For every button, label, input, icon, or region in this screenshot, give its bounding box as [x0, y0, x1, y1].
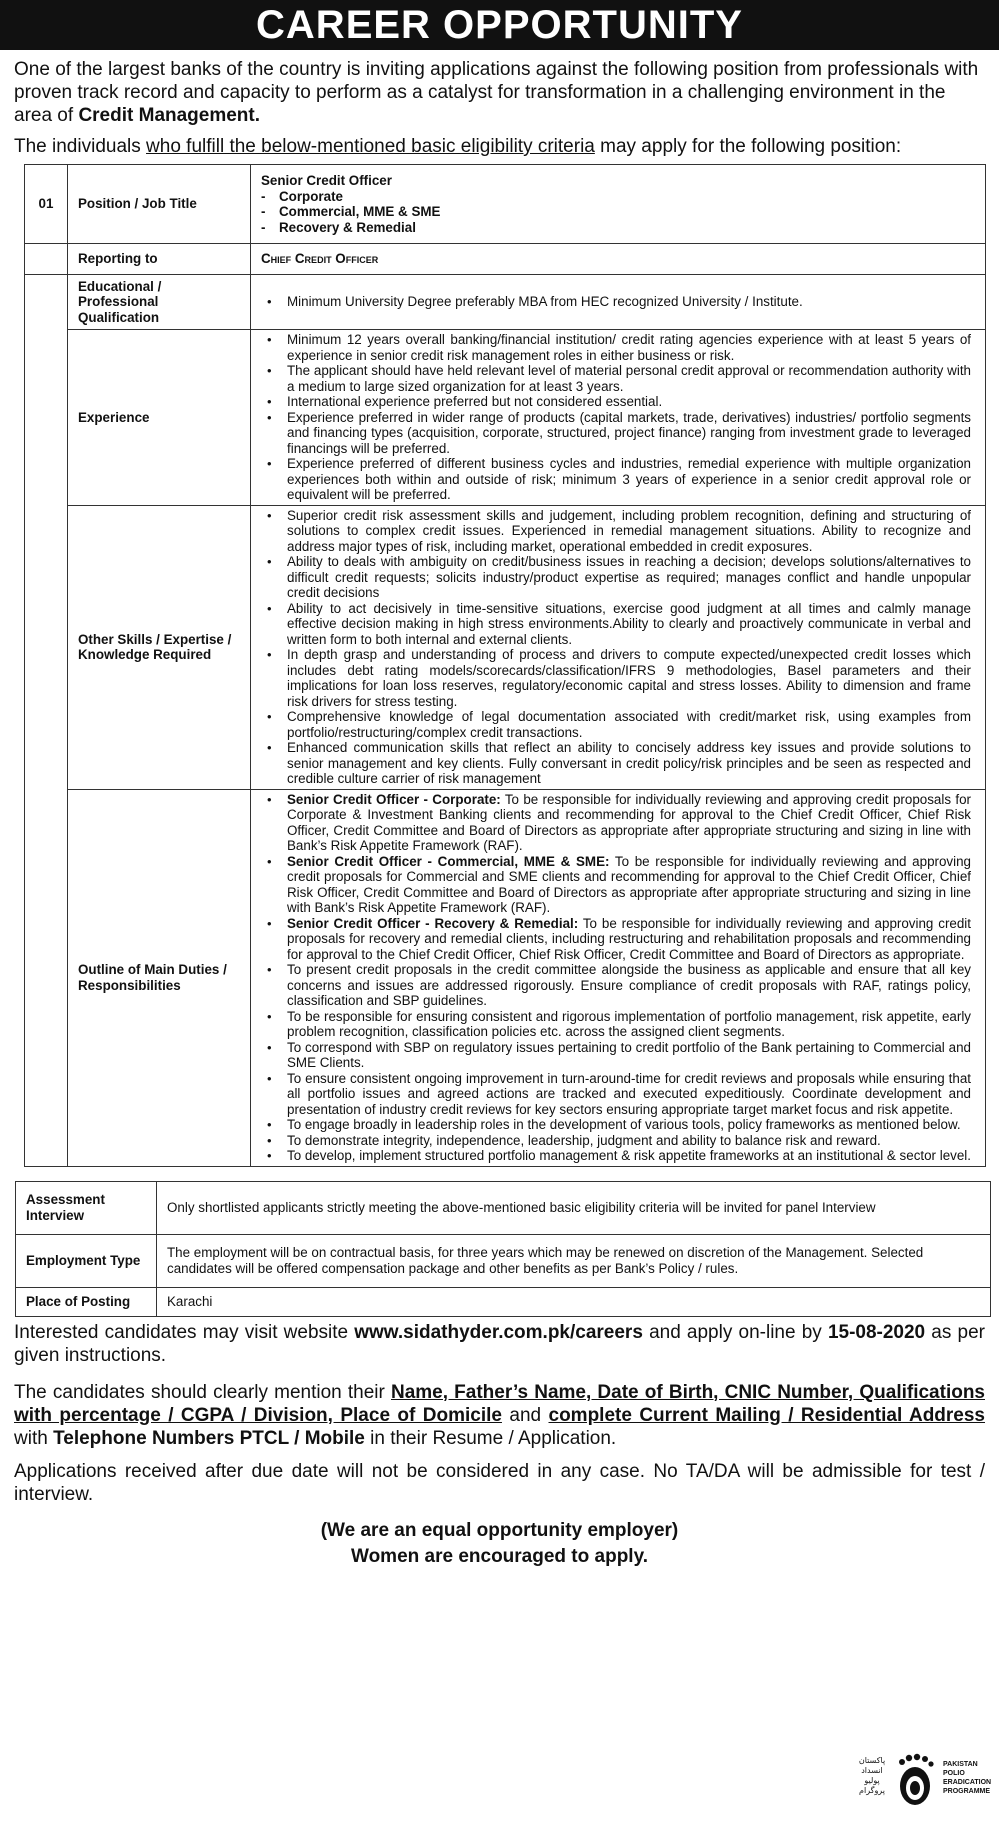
- closing-women: Women are encouraged to apply.: [350, 1545, 649, 1567]
- polio-logo-word: PROGRAMME: [943, 1788, 991, 1795]
- duty-item: • To correspond with SBP on regulatory issues pertaining to credit portfolio of the Bank pertaining to Commercial and SME Clients.: [287, 1040, 971, 1071]
- skill-item: • Ability to deals with ambiguity on credit/business issues in reaching a decision; develops solutions/alternatives to difficult credit requests; solicits industry/product expertise as required; manages conflict and handle unpopular credit decisions: [287, 554, 971, 601]
- position-subtitle: - Corporate: [261, 188, 343, 204]
- mention-mid: and: [501, 1404, 549, 1426]
- eligibility-intro: [14, 135, 985, 158]
- intro-text: One of the largest banks of the country is inviting applications against the following position from professionals with proven track record and capacity to perform as a catalyst for transformation in a challenging environment in the area of: [14, 59, 979, 126]
- dash-marker: -: [261, 188, 266, 204]
- polio-logo-word: ERADICATION: [943, 1779, 992, 1786]
- apply-pre: Interested candidates may visit website: [14, 1321, 355, 1343]
- polio-logo-word: PAKISTAN: [943, 1761, 978, 1768]
- duty-item: • To ensure consistent ongoing improvement in turn-around-time for credit reviews and proposals while ensuring that all portfolio issues and agreed actions are tracked and executed expeditiously. Coordinate development and presentation of industry credit reviews for key sectors ensuring appropriate target market focus and risk appetite.: [287, 1071, 971, 1118]
- footprint-icon: [893, 1752, 937, 1808]
- position-number: 01: [25, 165, 68, 244]
- position-subtitle: - Recovery & Remedial: [261, 219, 416, 235]
- reporting-value: Chief Credit Officer: [251, 244, 986, 275]
- experience-item: • The applicant should have held relevant level of material personal credit approval or recommendation authority with a medium to large sized organization for at least 3 years.: [287, 363, 971, 394]
- eligibility-table: [24, 164, 986, 1167]
- assessment-label: Assessment Interview: [16, 1181, 157, 1234]
- duty-item-heading: Senior Credit Officer - Recovery & Remedial:: [287, 915, 579, 931]
- position-subtitle: - Commercial, MME & SME: [261, 204, 441, 219]
- row-experience: [25, 330, 986, 506]
- duty-item-heading: Senior Credit Officer - Commercial, MME & SME:: [287, 853, 610, 869]
- blank-cell: [25, 275, 68, 1167]
- employment-label: Employment Type: [16, 1234, 157, 1287]
- skill-item: • Superior credit risk assessment skills and judgement, including problem recognition, defining and structuring of solutions to complex credit issues. Experienced in remedial management situations. Ability to recognize and address major types of risk, including market, operational embedded in credit exposures.: [287, 508, 971, 555]
- duty-item-heading: Senior Credit Officer - Corporate:: [287, 791, 501, 807]
- skill-item: • Comprehensive knowledge of legal documentation associated with credit/market risk, using examples from portfolio/restructuring/complex credit transactions.: [287, 709, 971, 740]
- experience-item: • International experience preferred but not considered essential.: [287, 394, 971, 410]
- reporting-label: Reporting to: [68, 244, 251, 275]
- intro-bold: Credit Management.: [78, 105, 261, 126]
- experience-list: [261, 332, 971, 503]
- eligibility-underlined: who fulfill the below-mentioned basic eligibility criteria: [146, 136, 595, 157]
- position-title: Senior Credit Officer: [261, 173, 392, 188]
- polio-logo: [855, 1750, 992, 1810]
- mention-required-fields: Name, Father’s Name, Date of Birth, CNIC Number, Qualifications with percentage / CGPA / Division, Place of Domicile: [14, 1381, 985, 1426]
- polio-logo-word: POLIO: [943, 1770, 965, 1777]
- duty-item: • Senior Credit Officer - Commercial, MME & SME: To be responsible for individually reviewing and approving credit proposals for Commercial and SME clients and recommending for approval to the Chief Credit Officer, Chief Risk Officer, Credit Committee and Board of Directors as appropriate after appropriate structuring and sizing in line with Bank’s Risk Appetite Framework (RAF).: [287, 854, 971, 916]
- mention-phone: Telephone Numbers PTCL / Mobile: [53, 1427, 365, 1449]
- experience-item: • Experience preferred of different business cycles and industries, remedial experience with multiple organization experiences both within and outside of risk; minimum 3 years of experience in a senior credit approval role or equivalent will be preferred.: [287, 456, 971, 503]
- skill-item: • In depth grasp and understanding of process and drivers to compute expected/unexpected credit losses which includes debt rating models/scorecards/classification/IFRS 9 methodologies, Basel parameters and their implications for loan loss reserves, regulatory/economic capital and stress losses. Ability to dimension and frame risk drivers for stress testing.: [287, 647, 971, 709]
- position-label: Position / Job Title: [68, 165, 251, 244]
- experience-item: • Experience preferred in wider range of products (capital markets, trade, derivatives) industries/ portfolio segments and financing types (acquisition, corporate, structured, project finance) ranging from investment grade to leveraged financings will be preferred.: [287, 410, 971, 457]
- duty-item: • To engage broadly in leadership roles in the development of various tools, policy frameworks as mentioned below.: [287, 1117, 971, 1133]
- late-notice: Applications received after due date will not be considered in any case. No TA/DA will be admissible for test / interview.: [14, 1460, 985, 1505]
- duty-item: • To demonstrate integrity, independence, leadership, judgment and ability to balance risk and reward.: [287, 1133, 971, 1149]
- experience-content: [251, 330, 986, 506]
- duties-label: Outline of Main Duties / Responsibilities: [68, 789, 251, 1166]
- skills-list: [261, 508, 971, 787]
- position-content: [251, 165, 986, 244]
- posting-value: Karachi: [157, 1287, 991, 1316]
- row-reporting: [25, 244, 986, 275]
- duty-item: • Senior Credit Officer - Corporate: To be responsible for individually reviewing and approving credit proposals for Corporate & Investment Banking clients and recommending for approval to the Chief Credit Officer, Chief Risk Officer, Credit Committee and Board of Directors as appropriate after appropriate structuring and sizing in line with Bank’s Risk Appetite Framework (RAF).: [287, 792, 971, 854]
- row-employment: [16, 1234, 991, 1287]
- terms-table: [15, 1181, 991, 1317]
- dash-marker: -: [261, 204, 266, 219]
- skill-item: • Enhanced communication skills that reflect an ability to concisely address key issues and provide solutions to senior management and key clients. Fully conversant in credit policy/risk principles and be seen as respected and credible culture carrier of risk management: [287, 740, 971, 787]
- mention-pre: The candidates should clearly mention their: [14, 1381, 391, 1403]
- closing-equal-opportunity: (We are an equal opportunity employer): [320, 1519, 679, 1541]
- education-content: [251, 275, 986, 330]
- row-posting: [16, 1287, 991, 1316]
- employment-value: The employment will be on contractual basis, for three years which may be renewed on discretion of the Management. Selected candidates will be offered compensation package and other benefits as per Bank’s Policy / rules.: [157, 1234, 991, 1287]
- education-item: • Minimum University Degree preferably MBA from HEC recognized University / Institute.: [287, 294, 971, 310]
- duty-item: • To develop, implement structured portfolio management & risk appetite frameworks at an institutional & sector level.: [287, 1148, 971, 1164]
- polio-logo-english: [943, 1760, 991, 1796]
- position-subtitles: [261, 189, 971, 236]
- apply-deadline: 15-08-2020: [827, 1321, 926, 1343]
- mention-paragraph: [14, 1381, 985, 1450]
- skills-content: [251, 505, 986, 789]
- duties-list: [261, 792, 971, 1164]
- row-position: [25, 165, 986, 244]
- assessment-value: Only shortlisted applicants strictly meeting the above-mentioned basic eligibility criteria will be invited for panel Interview: [157, 1181, 991, 1234]
- row-assessment: [16, 1181, 991, 1234]
- closing-block: [8, 1518, 991, 1570]
- eligibility-pre: The individuals: [14, 136, 147, 157]
- posting-label: Place of Posting: [16, 1287, 157, 1316]
- careers-link[interactable]: www.sidathyder.com.pk/careers: [354, 1321, 643, 1343]
- apply-paragraph: [14, 1321, 985, 1367]
- duty-item: • To be responsible for ensuring consistent and rigorous implementation of portfolio management, risk appetite, early problem recognition, classification policies etc. across the assigned client segments.: [287, 1009, 971, 1040]
- polio-logo-urdu: پاکستان انسداد پولیو پروگرام: [858, 1756, 886, 1795]
- intro-paragraph: [14, 58, 985, 127]
- row-skills: [25, 505, 986, 789]
- apply-mid: and apply on-line by: [642, 1321, 828, 1343]
- mention-address: complete Current Mailing / Residential Address: [548, 1404, 985, 1426]
- education-label: Educational / Professional Qualification: [68, 275, 251, 330]
- skill-item: • Ability to act decisively in time-sensitive situations, exercise good judgment at all times and calmly manage effective decision making in high stress environments.Ability to clearly and proactively communicate in verbal and written form to both internal and external clients.: [287, 601, 971, 648]
- experience-label: Experience: [68, 330, 251, 506]
- experience-item: • Minimum 12 years overall banking/financial institution/ credit rating agencies experience with at least 5 years of experience in senior credit risk management roles in either business or risk.: [287, 332, 971, 363]
- apply-post: as per given instructions.: [14, 1321, 985, 1366]
- banner-title: CAREER OPPORTUNITY: [0, 0, 999, 50]
- duty-item: • To present credit proposals in the credit committee alongside the business as applicable and ensure that all key concerns and issues are addressed rigorously. Ensure compliance of credit proposals with RAF, ratings policy, classification and SBP guidelines.: [287, 962, 971, 1009]
- dash-marker: -: [261, 219, 266, 235]
- blank-cell: [25, 244, 68, 275]
- row-education: [25, 275, 986, 330]
- duty-item: • Senior Credit Officer - Recovery & Remedial: To be responsible for individually reviewing and approving credit proposals for recovery and remedial clients, including restructuring and rehabilitation proposals and recommending for approval to the Chief Credit Officer, Chief Risk Officer, Credit Committee and Board of Directors as appropriate.: [287, 916, 971, 963]
- row-duties: [25, 789, 986, 1166]
- mention-mid2: with: [14, 1427, 54, 1449]
- education-list: [261, 294, 971, 310]
- duties-content: [251, 789, 986, 1166]
- skills-label: Other Skills / Expertise / Knowledge Required: [68, 505, 251, 789]
- mention-post: in their Resume / Application.: [364, 1427, 617, 1449]
- eligibility-post: may apply for the following position:: [594, 136, 902, 157]
